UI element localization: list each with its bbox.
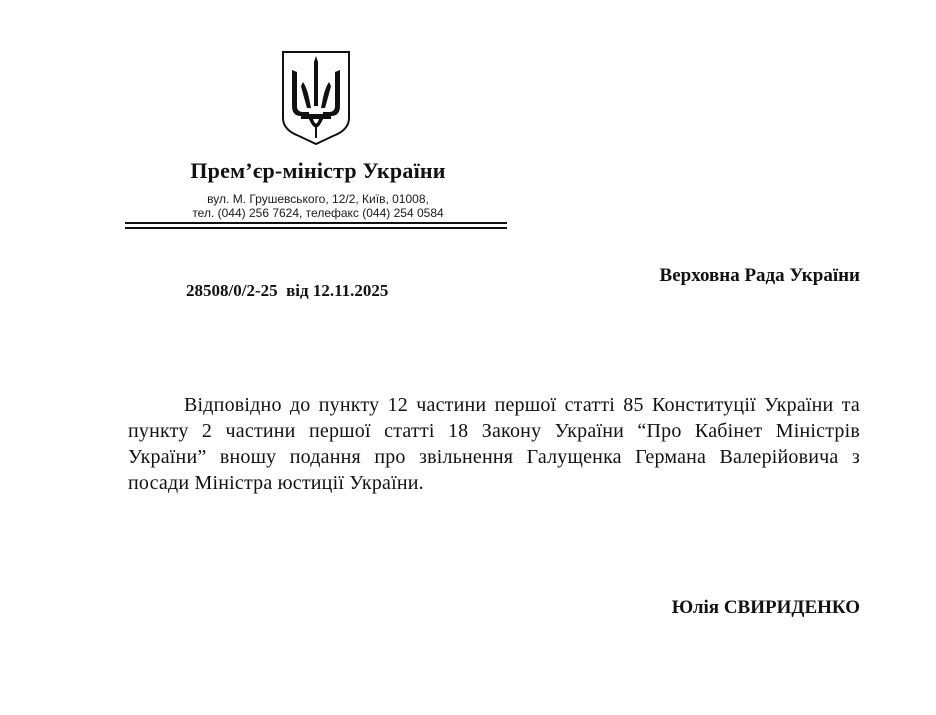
recipient: Верховна Рада України [659, 265, 860, 286]
coat-of-arms-emblem-icon [279, 48, 353, 148]
letterhead-phone: тел. (044) 256 7624, телефакс (044) 254 0584 [192, 206, 444, 220]
letterhead-title: Прем’єр-міністр України [190, 158, 446, 183]
letterhead-address: вул. М. Грушевського, 12/2, Київ, 01008, [207, 192, 429, 206]
letter-body: Відповідно до пункту 12 частини першої статті 85 Конституції України та пункту 2 частини першої статті 18 Закону України “Про Кабінет Міністрів України” вношу подання про звільнення Галущенка Германа Валерійовича з посади Міністра юстиції України. [128, 394, 860, 494]
letterhead-divider-top [125, 222, 507, 224]
signature: Юлія СВИРИДЕНКО [671, 597, 860, 618]
document-reference: 28508/0/2-25 від 12.11.2025 [186, 281, 389, 300]
letterhead-divider-bottom [125, 227, 507, 229]
